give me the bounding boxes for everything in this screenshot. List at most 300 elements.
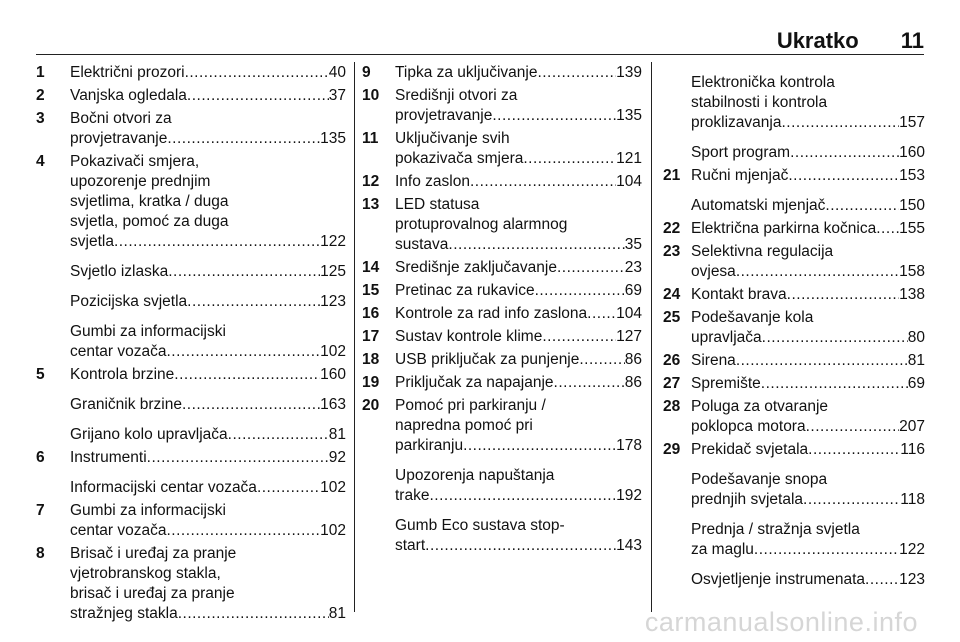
entry-number: 25 [663,309,681,326]
index-entry[interactable] [36,395,346,415]
entry-last-line [691,440,925,460]
entry-text-line: centar vozača [70,343,167,360]
dot-leader [174,365,320,385]
entry-last-line [395,258,642,278]
dot-leader [535,281,625,301]
entry-text-line: Podešavanje snopa [691,471,828,488]
entry-text-line: brisač i uređaj za pranje [70,585,235,602]
entry-number: 6 [36,449,45,466]
entry-body [395,396,642,456]
page-reference[interactable]: 104 [616,173,642,190]
index-entry[interactable] [362,172,642,192]
entry-text-line: Pozicijska svjetla [70,293,188,310]
page-reference[interactable]: 178 [616,437,642,454]
index-entry[interactable] [663,397,925,437]
entry-text-line: Automatski mjenjač [691,197,826,214]
entry-last-line [70,365,346,385]
entry-body [395,327,642,347]
index-entry[interactable] [36,322,346,362]
page-reference[interactable]: 86 [624,351,642,368]
index-entry[interactable] [663,285,925,305]
entry-last-line [691,285,925,305]
index-entry[interactable] [36,501,346,541]
entry-text-line: Instrumenti [70,449,147,466]
entry-body [691,470,925,510]
entry-number: 8 [36,545,45,562]
entry-body [70,365,346,385]
entry-number [663,143,691,163]
entry-body [395,466,642,506]
entry-number: 7 [36,502,45,519]
entry-number: 21 [663,167,681,184]
entry-text-line: Selektivna regulacija [691,243,834,260]
entry-number: 19 [362,374,380,391]
entry-body [395,63,642,83]
entry-text-line: Vanjska ogledala [70,87,187,104]
entry-body [395,258,642,278]
index-entry[interactable] [36,86,346,106]
page-reference[interactable]: 69 [907,375,925,392]
index-entry[interactable] [663,520,925,560]
page-reference[interactable]: 123 [320,293,346,310]
index-entry[interactable] [36,63,346,83]
entry-last-line [70,425,346,445]
entry-body [691,242,925,282]
dot-leader [787,285,899,305]
index-column-3 [663,63,925,593]
page-reference[interactable]: 81 [907,352,925,369]
entry-last-line [395,350,642,370]
page-reference[interactable]: 92 [328,449,346,466]
dot-leader [182,395,320,415]
page-reference[interactable]: 81 [328,605,346,622]
dot-leader [167,521,321,541]
page-reference[interactable]: 37 [328,87,346,104]
entry-body [691,351,925,371]
index-entry[interactable] [663,470,925,510]
page-reference[interactable]: 139 [616,64,642,81]
entry-number: 2 [36,87,45,104]
dot-leader [187,292,320,312]
entry-body [70,152,346,252]
dot-leader [825,196,899,216]
page-reference[interactable]: 86 [624,374,642,391]
entry-body [395,350,642,370]
entry-last-line [691,374,925,394]
entry-last-line [70,342,346,362]
entry-body [691,196,925,216]
entry-number: 16 [362,305,380,322]
index-entry[interactable] [36,448,346,468]
entry-number: 14 [362,259,380,276]
page-reference[interactable]: 123 [899,571,925,588]
entry-text-line: svjetla [70,233,114,250]
entry-last-line [691,113,925,133]
page-reference[interactable]: 122 [899,541,925,558]
index-entry[interactable] [362,129,642,169]
entry-body [691,570,925,590]
page-reference[interactable]: 138 [899,286,925,303]
entry-last-line [691,143,925,163]
page-reference[interactable]: 157 [899,114,925,131]
index-entry[interactable] [362,327,642,347]
entry-number: 1 [36,64,45,81]
entry-text-line: Info zaslon [395,173,470,190]
entry-text-line: Graničnik brzine [70,396,182,413]
entry-text-line: Kontrola brzine [70,366,175,383]
dot-leader [806,417,900,437]
entry-text-line: stabilnosti i kontrola [691,94,828,111]
dot-leader [425,536,616,556]
entry-body [691,520,925,560]
entry-text-line: za maglu [691,541,754,558]
entry-number: 23 [663,243,681,260]
page-reference[interactable]: 81 [328,426,346,443]
entry-number: 28 [663,398,681,415]
entry-body [70,544,346,624]
entry-text-line: Pretinac za rukavice [395,282,535,299]
page-reference[interactable]: 153 [899,167,925,184]
entry-number: 3 [36,110,45,127]
index-entry[interactable] [663,219,925,239]
entry-last-line [70,232,346,252]
entry-number: 24 [663,286,681,303]
dot-leader [781,113,899,133]
entry-text-line: Pokazivači smjera, [70,153,200,170]
page-reference[interactable]: 158 [899,263,925,280]
entry-body [691,219,925,239]
index-entry[interactable] [36,262,346,282]
entry-text-line: Gumb Eco sustava stop- [395,517,565,534]
page-reference[interactable]: 118 [900,491,925,508]
entry-text-line: Gumbi za informacijski [70,502,226,519]
entry-text-line: LED statusa [395,196,480,213]
entry-last-line [70,292,346,312]
dot-leader [579,350,624,370]
entry-last-line [691,328,925,348]
index-entry[interactable] [362,466,642,506]
entry-body [691,374,925,394]
dot-leader [554,373,625,393]
dot-leader [762,328,908,348]
entry-text-line: Sustav kontrole klime [395,328,543,345]
entry-number [36,292,70,312]
entry-last-line [395,172,642,192]
index-entry[interactable] [362,350,642,370]
index-column-2 [362,63,642,559]
entry-last-line [395,63,642,83]
entry-body [70,262,346,282]
index-entry[interactable] [663,570,925,590]
page-reference[interactable]: 121 [616,150,642,167]
index-entry[interactable] [362,63,642,83]
page-number: 11 [900,28,924,53]
column-divider [354,62,355,612]
entry-body [395,195,642,255]
entry-last-line [691,570,925,590]
index-entry[interactable] [663,308,925,348]
index-entry[interactable] [663,166,925,186]
entry-body [395,129,642,169]
index-entry[interactable] [663,196,925,216]
dot-leader [257,478,320,498]
dot-leader [167,129,320,149]
page-reference[interactable]: 116 [900,441,925,458]
entry-text-line: Kontrole za rad info zaslona [395,305,588,322]
entry-body [395,281,642,301]
entry-last-line [395,486,642,506]
page-reference[interactable]: 122 [320,233,346,250]
entry-number: 15 [362,282,380,299]
entry-text-line: pokazivača smjera [395,150,524,167]
index-entry[interactable] [663,143,925,163]
entry-number: 12 [362,173,380,190]
entry-text-line: Brisač i uređaj za pranje [70,545,237,562]
dot-leader [167,342,321,362]
entry-number: 5 [36,366,45,383]
dot-leader [754,540,899,560]
page-reference[interactable]: 35 [624,236,642,253]
entry-text-line: vjetrobranskog stakla, [70,565,221,582]
page-reference[interactable]: 102 [320,522,346,539]
dot-leader [808,440,900,460]
page-reference[interactable]: 160 [899,144,925,161]
index-entry[interactable] [362,304,642,324]
entry-text-line: start [395,537,426,554]
entry-last-line [70,448,346,468]
entry-last-line [691,351,925,371]
entry-last-line [70,478,346,498]
column-divider [651,62,652,612]
entry-last-line [691,219,925,239]
entry-body [70,478,346,498]
page-reference[interactable]: 143 [616,537,642,554]
index-entry[interactable] [362,373,642,393]
entry-last-line [691,166,925,186]
entry-text-line: provjetravanje [70,130,168,147]
dot-leader [865,570,899,590]
entry-text-line: prednjih svjetala [691,491,804,508]
entry-text-line: Podešavanje kola [691,309,814,326]
entry-text-line: Središnje zaključavanje [395,259,557,276]
entry-text-line: centar vozača [70,522,167,539]
entry-number [36,262,70,282]
entry-text-line: trake [395,487,430,504]
entry-number [362,516,395,556]
entry-last-line [70,262,346,282]
entry-text-line: Osvjetljenje instrumenata [691,571,866,588]
entry-last-line [70,521,346,541]
entry-text-line: svjetla, pomoć za duga [70,213,229,230]
entry-text-line: Prednja / stražnja svjetla [691,521,860,538]
dot-leader [448,235,624,255]
dot-leader [178,604,329,624]
entry-number [36,478,70,498]
dot-leader [876,219,899,239]
entry-body [70,501,346,541]
entry-number: 22 [663,220,681,237]
dot-leader [587,304,616,324]
dot-leader [788,166,899,186]
entry-body [395,86,642,126]
entry-body [691,440,925,460]
page-reference[interactable]: 125 [320,263,346,280]
page-reference[interactable]: 207 [899,418,925,435]
entry-last-line [395,373,642,393]
entry-text-line: Ručni mjenjač [691,167,789,184]
entry-text-line: provjetravanje [395,107,493,124]
entry-number [36,322,70,362]
index-entry[interactable] [362,516,642,556]
index-entry[interactable] [362,396,642,456]
entry-number: 20 [362,397,380,414]
entry-last-line [691,417,925,437]
index-entry[interactable] [362,86,642,126]
entry-last-line [395,536,642,556]
page-reference[interactable]: 135 [616,107,642,124]
dot-leader [761,374,908,394]
entry-text-line: Bočni otvori za [70,110,172,127]
dot-leader [736,262,899,282]
entry-body [395,516,642,556]
entry-last-line [395,235,642,255]
index-entry[interactable] [36,478,346,498]
page-reference[interactable]: 104 [616,305,642,322]
entry-text-line: Gumbi za informacijski [70,323,226,340]
dot-leader [463,436,616,456]
dot-leader [185,63,329,83]
entry-number [663,520,691,560]
index-column-1 [36,63,346,627]
entry-number: 29 [663,441,681,458]
index-entry[interactable] [36,152,346,252]
page-reference[interactable]: 80 [907,329,925,346]
entry-body [70,448,346,468]
dot-leader [542,327,616,347]
dot-leader [470,172,616,192]
page-reference[interactable]: 135 [320,130,346,147]
page-reference[interactable]: 155 [899,220,925,237]
page-reference[interactable]: 192 [616,487,642,504]
index-entry[interactable] [36,109,346,149]
watermark: carmanualsonline.info [644,607,918,637]
entry-text-line: Tipka za uključivanje [395,64,538,81]
page-reference[interactable]: 40 [328,64,346,81]
index-entry[interactable] [663,73,925,133]
page-reference[interactable]: 127 [616,328,642,345]
entry-last-line [395,436,642,456]
entry-last-line [395,304,642,324]
dot-leader [803,490,900,510]
dot-leader [736,351,908,371]
entry-text-line: svjetlima, kratka / duga [70,193,229,210]
page-reference[interactable]: 69 [624,282,642,299]
entry-number [362,466,395,506]
entry-last-line [70,395,346,415]
entry-body [691,166,925,186]
entry-text-line: upravljača [691,329,762,346]
entry-number [663,73,691,133]
entry-text-line: Upozorenja napuštanja [395,467,555,484]
page-reference[interactable]: 102 [320,479,346,496]
index-entry[interactable] [362,195,642,255]
page-reference[interactable]: 160 [320,366,346,383]
entry-last-line [70,604,346,624]
page-reference[interactable]: 150 [899,197,925,214]
index-entry[interactable] [362,281,642,301]
dot-leader [790,143,899,163]
entry-number [663,470,691,510]
index-entry[interactable] [36,365,346,385]
entry-last-line [691,262,925,282]
index-entry[interactable] [36,544,346,624]
entry-text-line: poklopca motora [691,418,806,435]
entry-text-line: USB priključak za punjenje [395,351,580,368]
page-reference[interactable]: 163 [320,396,346,413]
index-entry[interactable] [36,425,346,445]
entry-last-line [691,540,925,560]
entry-number: 4 [36,153,45,170]
entry-number: 9 [362,64,371,81]
index-entry[interactable] [663,440,925,460]
header-rule [36,54,924,55]
entry-text-line: Uključivanje svih [395,130,510,147]
entry-body [395,373,642,393]
entry-body [70,63,346,83]
entry-text-line: Sport program [691,144,791,161]
entry-body [70,425,346,445]
page-title: Ukratko [776,28,859,53]
page-reference[interactable]: 102 [320,343,346,360]
entry-text-line: Svjetlo izlaska [70,263,169,280]
dot-leader [187,86,329,106]
entry-text-line: protuprovalnog alarmnog [395,216,568,233]
entry-text-line: stražnjeg stakla [70,605,178,622]
entry-text-line: napredna pomoć pri [395,417,533,434]
entry-number: 27 [663,375,681,392]
dot-leader [557,258,625,278]
entry-text-line: upozorenje prednjim [70,173,211,190]
entry-body [70,322,346,362]
dot-leader [147,448,329,468]
entry-text-line: Priključak za napajanje [395,374,554,391]
index-entry[interactable] [663,242,925,282]
index-entry[interactable] [36,292,346,312]
entry-text-line: Elektronička kontrola [691,74,835,91]
entry-body [691,285,925,305]
entry-text-line: parkiranju [395,437,464,454]
entry-text-line: Električni prozori [70,64,185,81]
entry-text-line: Poluga za otvaranje [691,398,829,415]
entry-last-line [70,129,346,149]
entry-last-line [70,86,346,106]
index-entry[interactable] [663,351,925,371]
entry-text-line: ovjesa [691,263,736,280]
entry-number [36,425,70,445]
entry-number [663,196,691,216]
entry-number: 11 [362,130,379,147]
dot-leader [114,232,320,252]
entry-number [36,395,70,415]
page-reference[interactable]: 23 [624,259,642,276]
entry-body [395,304,642,324]
index-entry[interactable] [362,258,642,278]
dot-leader [228,425,329,445]
entry-text-line: Informacijski centar vozača [70,479,257,496]
entry-last-line [691,490,925,510]
index-entry[interactable] [663,374,925,394]
entry-text-line: Sirena [691,352,736,369]
